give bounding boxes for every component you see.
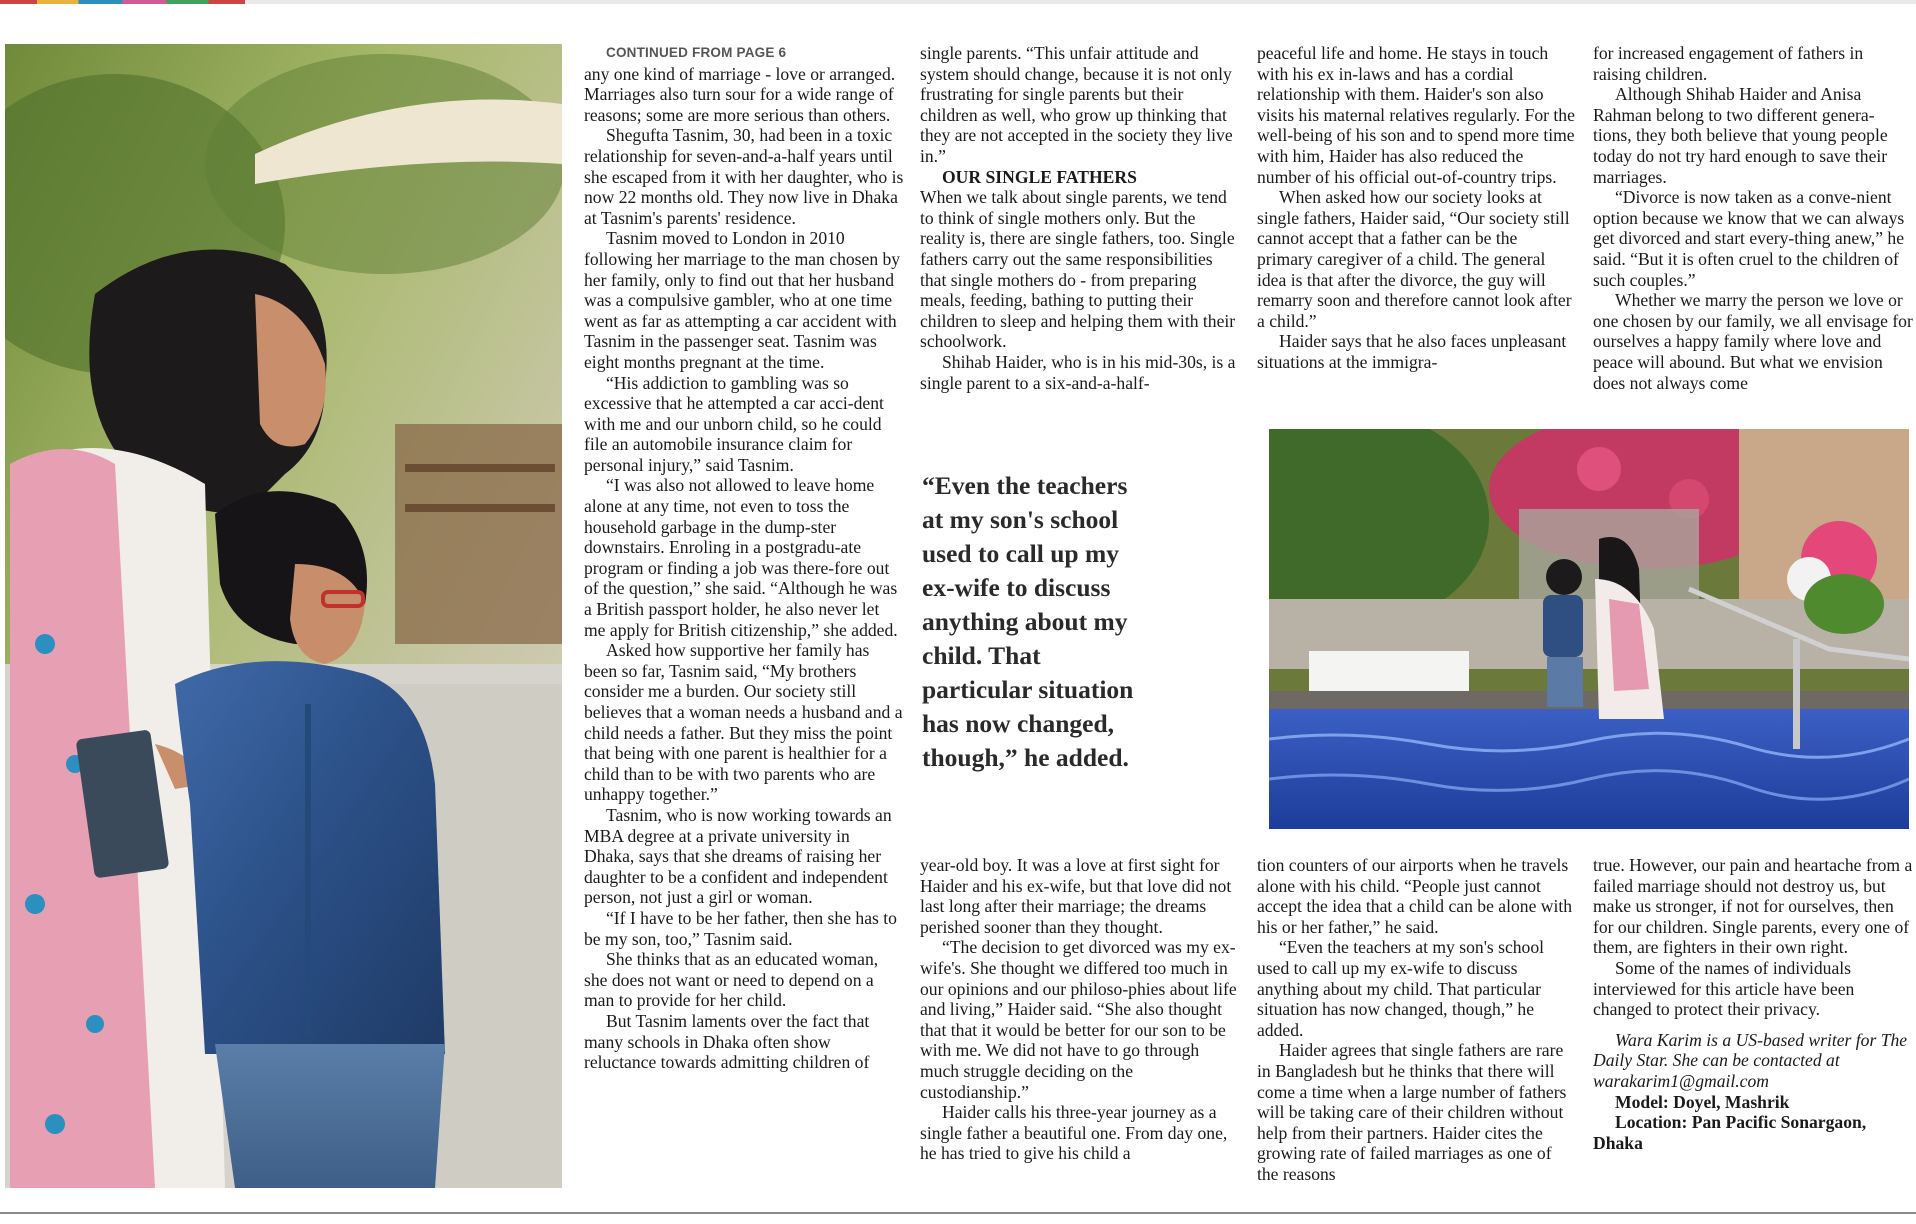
paragraph: When asked how our society looks at single fathers, Haider said, “Our society still cannot accept that a father can be the primary caregiver of a child. The general idea is that after the divorce, the guy will remarry soon and therefore cannot look after a child.” [1257,187,1572,331]
paragraph: She thinks that as an educated woman, she does not want or need to depend on a man to provide for her child. [584,949,879,1011]
article-column-3-top [1257,43,1577,373]
author-byline: Wara Karim is a US-based writer for The Daily Star. She can be contacted at warakarim1@gmail.com [1593,1029,1908,1091]
paragraph: Tasnim moved to London in 2010 following her marriage to the man chosen by her family, only to find out that her husband was a compulsive gambler, who at one time went as far as attempting a car accident with Tasnim in the passenger seat. Tasnim was eight months pregnant at the time. [584,228,901,372]
pull-quote: “Even the teachers at my son's school used to call up my ex-wife to discuss anything about my child. That particular situation has now changed, though,” he added. [922,471,1134,772]
model-credit: Model: Doyel, Mashrik [1615,1091,1790,1112]
father-son-pool-photo [1269,429,1909,829]
paragraph: Some of the names of individuals interviewed for this article have been changed to protect their privacy. [1593,957,1855,1020]
paragraph: for increased engagement of fathers in raising children. [1593,43,1864,84]
paragraph: “Even the teachers at my son's school used to call up my ex-wife to discuss anything about my child. That particular situation has now changed, though,” he added. [1257,937,1545,1040]
article-column-1 [584,43,904,1073]
paragraph: single parents. “This unfair attitude and system should change, because it is not only frustrating for single parents but their children as well, who grow up thinking that they are not accepted in the society they live in.” [920,43,1233,166]
bottom-rule [0,1212,1916,1214]
article-column-3-bottom [1257,855,1577,1185]
paragraph: “If I have to be her father, then she has to be my son, too,” Tasnim said. [584,907,897,949]
article-column-2-top [920,43,1240,393]
continued-kicker: CONTINUED FROM PAGE 6 [606,45,787,60]
paragraph: Tasnim, who is now working towards an MBA degree at a private university in Dhaka, says that she dreams of raising her daughter to be a confident and independent person, not just a girl or woman. [584,804,892,908]
article-column-4-bottom [1593,855,1913,1153]
paragraph: Shegufta Tasnim, 30, had been in a toxic relationship for seven-and-a-half years until she escaped from it with her daughter, who is now 22 months old. They now live in Dhaka at Tasnim's parents' residence. [584,125,904,228]
article-column-2-bottom [920,855,1240,1164]
top-rule [0,0,1916,4]
paragraph: tion counters of our airports when he travels alone with his child. “People just cannot accept the idea that a child can be alone with his or her father,” he said. [1257,855,1573,937]
paragraph: Haider agrees that single fathers are rare in Bangladesh but he thinks that there will come a time when a large number of fathers will be taking care of their children without help from their partners. Haider cites the growing rate of failed marriages as one of the reasons [1257,1040,1567,1184]
paragraph: year-old boy. It was a love at first sight for Haider and his ex-wife, but that love did not last long after their marriage; the dreams perished sooner than they thought. [920,855,1232,937]
paragraph: Whether we marry the person we love or one chosen by our family, we all envisage for ourselves a happy family where love and peace will abound. But what we envision does not always come [1593,290,1913,393]
paragraph: “The decision to get divorced was my ex-wife's. She thought we differed too much in our opinions and our philoso-phies about life and living,” Haider said. “She also thought that that it would be better for our son to be with me. We did not have to go through much struggle deciding on the custodianship.” [920,937,1237,1102]
paragraph: “Divorce is now taken as a conve-nient option because we know that we can always get divorced and start every-thing anew,” he said. “But it is often cruel to the children of such couples.” [1593,187,1905,290]
paragraph: Asked how supportive her family has been so far, Tasnim said, “My brothers consider me a burden. Our society still believes that a woman needs a husband and a child needs a father. But they miss the point that being with one parent is healthier for a child than to be with two parents who are unhappy together.” [584,640,903,805]
top-decorative-strip [0,0,245,4]
paragraph: But Tasnim laments over the fact that many schools in Dhaka often show reluctance towards admitting children of [584,1010,870,1073]
paragraph: When we talk about single parents, we tend to think of single mothers only. But the reality is, there are single fathers, too. Single fathers carry out the same responsibilities that single mothers do - from preparing meals, feeding, bathing to putting their children to sleep and helping them with their schoolwork. [920,187,1236,352]
mother-son-photo [5,44,562,1188]
paragraph: Haider calls his three-year journey as a single father a beautiful one. From day one, he has tried to give his child a [920,1102,1228,1164]
paragraph: Haider says that he also faces unpleasant situations at the immigra- [1257,331,1567,372]
article-column-4-top [1593,43,1913,393]
location-credit: Location: Pan Pacific Sonargaon, Dhaka [1593,1112,1867,1153]
paragraph: “His addiction to gambling was so excessive that he attempted a car acci-dent with me and our unborn child, so he could file an automobile insurance claim for personal injury,” said Tasnim. [584,372,884,475]
paragraph: “I was also not allowed to leave home alone at any time, not even to toss the household garbage in the dump-ster downstairs. Enroling in a postgradu-ate program or finding a job was there-fore out of the question,” she said. “Although he was a British passport holder, he also never let me apply for British citizenship,” she added. [584,475,898,640]
paragraph: Although Shihab Haider and Anisa Rahman belong to two different genera-tions, they both believe that young people today do not try hard enough to save their marriages. [1593,84,1888,187]
paragraph: true. However, our pain and heartache from a failed marriage should not destroy us, but make us stronger, if not for ourselves, then for our children. Single parents, every one of them, are fighters in their own right. [1593,855,1913,958]
paragraph: peaceful life and home. He stays in touch with his ex in-laws and has a cordial relationship with them. Haider's son also visits his maternal relatives regularly. For the well-being of his son and to spend more time with him, Haider has also reduced the number of his official out-of-country trips. [1257,43,1575,187]
section-subhead: OUR SINGLE FATHERS [942,166,1137,187]
paragraph: Shihab Haider, who is in his mid-30s, is a single parent to a six-and-a-half- [920,351,1236,393]
paragraph: any one kind of marriage - love or arranged. Marriages also turn sour for a wide range of reasons; some are more serious than others. [584,63,896,125]
